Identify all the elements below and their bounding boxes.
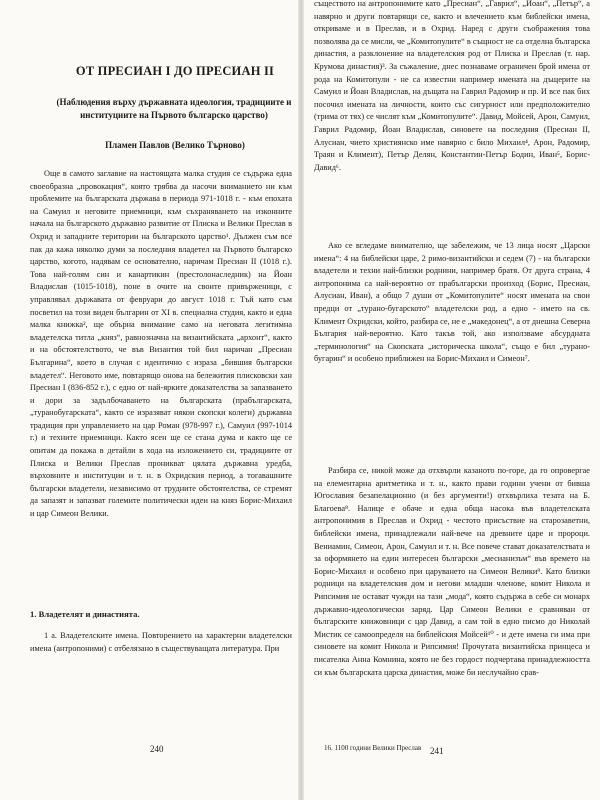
body-paragraph-section-1: 1 а. Владетелските имена. Повторението на характерни владетелски имена (антропоними) с отбелязано в съществуващата литература. При <box>30 631 292 653</box>
running-footer: 16. 1100 години Велики Преслав <box>324 744 422 752</box>
left-page <box>0 0 298 800</box>
body-paragraph-names: Ако се вгледаме внимателно, ще забележим, че 13 лица носят „Царски имена“: 4 на библейски царе, 2 римо-византийски и седем (7) - на български владетели и техни най-близки роднини, например братя. От друга страна, 4 антропонима са най-вероятно от прабългарски произход (Борис, Пресиан, Алусиан, Иван), а общо 7 души от „Комитопулите“ носят имената на свои предци от „турано-бугарското“ владетелски род, а едно - името на св. Климент Охридски, който, разбира се, не е „македонец“, а от днешна Северна България най-вероятно. Като такъв той, ако използваме абсурдната „терминология“ на Скопската „историческа школа“, също е бил „турано-бугарин“ и особено приближен на Борис-Михаил и Симеон⁷. <box>314 241 590 364</box>
section-heading: 1. Владетелят и династията. <box>30 609 140 619</box>
page-number-right: 241 <box>430 746 444 756</box>
article-subtitle: (Наблюдения върху държавната идеология, традициите и институциите на Първото българско царство) <box>56 97 292 120</box>
article-author: Пламен Павлов (Велико Търново) <box>105 140 245 150</box>
body-paragraph-continued: съществото на антропонимите като „Пресиан“, „Гаврил“, „Йоан“, „Петър“, а навярно и други повтарящи се, както и влечението към библейски имена, откриваме и в Преслав, и в Охрид. Наред с други съображения това позволява да се мисли, че „Комитопулите“ в същност не са отделна българска династия, а разклонение на владетелския род от Плиска и Преслав (т. нар. Крумова династия)³. За съжаление, днес познаваме ограничен брой имена от рода на Комитопули - не са известни например имената на дъщерите на Самуил и Йоан Владислав, на дъщата на Гаврил Радомир и пр. И все пак бих посочил имената на личности, които със сигурност или предположително (трима от тях) се числят към „Комитопулите“. Давид, Мойсей, Арон, Самуил, Гаврил Радомир, Йоан Владислав, синовете на последния (Пресиан II, Алусиан, чието християнско име навярно с било Михаил⁴, Арон, Радомир, Траян и Климент), Петър Делян, Константин-Петър Бодин, Иван⁵, Борис-Давид⁶. <box>314 0 590 172</box>
body-paragraph-intro: Още в самото заглавие на настоящата малка студия се съдържа една своеобразна „провокация“, която трябва да насочи вниманието ни към проблемите на българската държава в периода 971-1018 г. - към епохата на Самуил и неговите приемници, към съхраняването на изконните начала на българското държавно развитие от Плиска и Велики Преслав в Охрид и западните територии на българското царство¹. Дължен съм все пак да кажа няколко думи за последния владетел на Първото българско царство, когото, надявам се основателно, наричам Пресиан II (1018 г.). Това най-голям син и канартикин (престолонаследник) на Йоан Владислав (1015-1018), поне в очите на своите привърженици, с управлявал държавата от февруари до август 1018 г. Тъй като съм посветил на този виден българин от XI в. специална студия, както и една малка книжка², ще обърна внимание само на неговата легитимна владетелска титла „княз“, равнозначна на византийската „архонт“, както и на обстоятелството, че във Византия той бил наричан „Пресиан Българина“, което в случая с идентично с израза „бившия български владетел“. Неговото име, повтарящо онова на бележития плисковски хан Пресиан I (836-852 г.), с едно от най-ярките доказателства за запазването и дори за задълбочаването на българската (прабългарската, „туранобугарската“, както се изразяват някои скопски колеги) държавна традиция при управлението на цар Роман (978-997 г.), Самуил (997-1014 г.) и техните приемници. Както ясен ще се стана дума и както ще се опитам да покажа в детайли в хода на изложението си, традициите от Плиска и Велики Преслав проникват цялата държавна уредба, върховните и институции и т. н. в Охридския период, а тогавашните български владетели, независимо от трудните обстоятелства, се стремят да запазят и запазват големите политически идеи на княз Борис-Михаил и цар Симеон Велики. <box>30 169 292 519</box>
page-number-left: 240 <box>150 744 164 754</box>
article-title: ОТ ПРЕСИАН I ДО ПРЕСИАН II <box>75 64 275 78</box>
body-paragraph-messianism: Разбира се, никой може да отхвърли казаното по-горе, да го опровергае на елементарна аритметика и т. н., както прави години учени от бивша Югославия безапелационно (и без аргументи!) отхвърлиха тезата на Б. Благоева⁸. Налице е обаче и една обща насока във владетелската антропонимия в Преслав и Охрид - честото присъствие на старозаветни, библейски имена, принадлежали най-вече на древните царе и пророци. Вениамин, Симеон, Арон, Самуил и т. н. Все повече стават доказателствата и за оформянето на един интересен български „месианизъм“ във времето на Борис-Михаил и особено при царуването на Симеон Велики⁹. Като близки родници на владетелския дом и негови младши членове, комит Никола и Рипсимия не остават чужди на тази „мода“, която съдържа в себе си монарх държавно-идеологически заряд. Цар Симеон Велики е сравняван от българските книжовници с цар Давид, а сам той в едно писмо до Николай Мистик се самоопределя на библейския Мойсей¹⁰ - и дете имена ги има при синовете на комит Никола и Рипсимия! Прочутата византийска принцеса и писателка Анна Комнина, която не без гордост подчертава принадлежността си към българската царска династия, може би неслучайно срав- <box>314 466 590 677</box>
right-page <box>304 0 600 800</box>
